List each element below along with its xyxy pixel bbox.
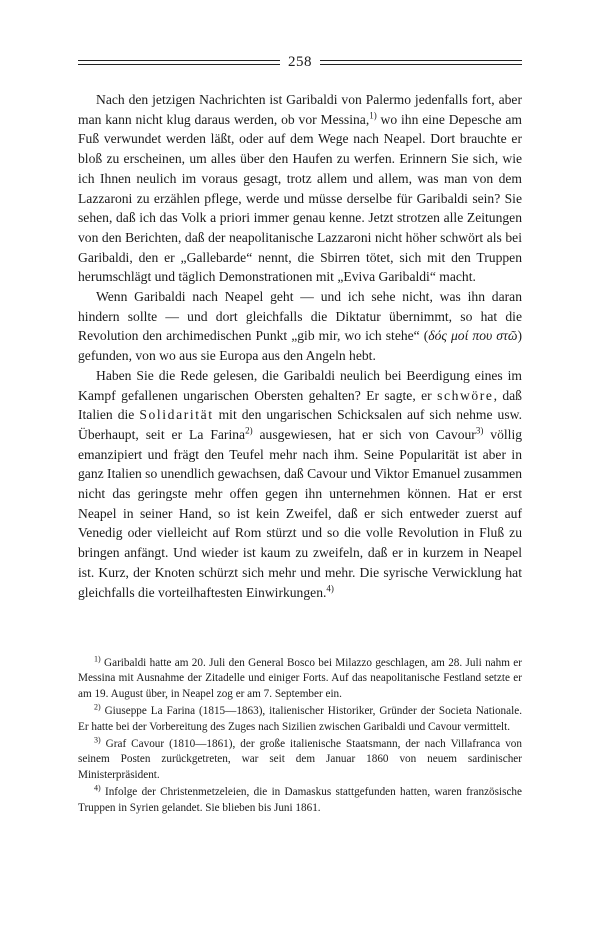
header-rule-right: [320, 60, 522, 65]
footnote-reference-4: 4): [326, 583, 334, 594]
footnote-mark: 1): [94, 654, 101, 664]
footnote-text: Infolge der Christenmetzeleien, die in Damaskus stattgefunden hatten, waren französische Truppen in Syrien gelandet. Sie blieben bis Juni 1861.: [78, 786, 522, 814]
footnote-1: [78, 656, 522, 702]
paragraph-text: Haben Sie die Rede gelesen, die Garibaldi neulich bei Beerdigung eines im Kampf gefallenen ungarischen Obersten gehalten? Er sagte, er: [78, 367, 522, 403]
paragraph-text: ) gefunden, von wo aus sie Europa aus den Angeln hebt.: [78, 328, 522, 364]
footnote-2: [78, 704, 522, 735]
footnote-text: Garibaldi hatte am 20. Juli den General Bosco bei Milazzo geschlagen, am 28. Juli nahm er Messina mit Ausnahme der Zitadelle und einiger Forts. Auf das neapolitanische Festland setzte er am 19. August über, in Neapel zog er am 7. September ein.: [78, 657, 522, 700]
page-header: [78, 52, 522, 72]
paragraph-text: mit den ungarischen Schicksalen auf sich nehme usw. Überhaupt, seit er La Farina: [78, 407, 522, 442]
emphasis-spaced: Solidarität: [139, 407, 214, 423]
paragraph-text: , daß Italien die: [78, 387, 522, 423]
paragraph-text: ausgewiesen, hat er sich von Cavour: [252, 426, 476, 442]
footnote-mark: 3): [94, 735, 101, 745]
paragraph-2: [78, 287, 522, 366]
footnote-4: [78, 785, 522, 816]
footnote-text: Giuseppe La Farina (1815—1863), italienischer Historiker, Gründer der Societa Nationale. Er hatte bei der Vorbereitung des Zuges nach Sizilien zwischen Garibaldi und Cavour vermittelt.: [78, 705, 522, 733]
footnote-mark: 4): [94, 783, 101, 793]
footnote-mark: 2): [94, 702, 101, 712]
page-number: 258: [288, 53, 312, 70]
paragraph-1: [78, 90, 522, 287]
greek-quotation: δός μοί που στῶ: [428, 328, 518, 344]
paragraph-text: Wenn Garibaldi nach Neapel geht — und ich sehe nicht, was ihn daran hindern sollte — und dort gleichfalls die Diktatur übernimmt, so hat die Revolution den archimedischen Punkt „gib mir, wo ich stehe“ (: [78, 289, 522, 344]
paragraph-text: wo ihn eine Depesche am Fuß verwundet werden läßt, oder auf dem Wege nach Neapel. Dort brauchte er bloß zu erscheinen, um alles über den Haufen zu werfen. Erinnern Sie sich, wie ich Ihnen neulich im voraus gesagt, trotz allem und allem, was man von dem Lazzaroni zu erzählen pflege, werde und müsse derselbe für Garibaldi sein? Sie sehen, daß ich das Volk a priori immer genau kenne. Jetzt strotzen alle Zeitungen von den Berichten, daß der neapolitanische Lazzaroni nicht höher schwört als bei Garibaldi, den er „Gallebarde“ nennt, die Sbirren tötet, sich mit den Truppen herumschlägt und täglich Demonstrationen mit „Eviva Garibaldi“ macht.: [78, 111, 522, 285]
main-text: [78, 90, 522, 602]
footnote-reference-3: 3): [475, 425, 484, 436]
paragraph-3: [78, 366, 522, 602]
header-rule-left: [78, 60, 280, 65]
emphasis-spaced: schwöre: [437, 387, 494, 403]
footnote-3: [78, 737, 522, 783]
footnote-text: Graf Cavour (1810—1861), der große italienische Staatsmann, der nach Villafranca von seinem Posten zurückgetreten, war seit dem Januar 1860 von neuem sardinischer Ministerpräsident.: [78, 738, 522, 781]
footnote-reference-1: 1): [369, 110, 377, 121]
footnotes: [78, 656, 522, 818]
footnote-reference-2: 2): [245, 425, 253, 436]
paragraph-text: Nach den jetzigen Nachrichten ist Garibaldi von Palermo jedenfalls fort, aber man kann nicht klug daraus werden, ob vor Messina,: [78, 92, 522, 127]
paragraph-text: völlig emanzipiert und frägt den Teufel mehr nach ihm. Seine Popularität ist aber in ganz Italien so unendlich gewachsen, daß Cavour und Viktor Emanuel zusammen nicht das geringste mehr offen gegen ihn unternehmen können. Hat er erst Neapel in seiner Hand, so ist kein Zweifel, daß er sich entweder zuerst auf Venedig oder vielleicht auf Rom stürzt und so die volle Revolution in Fluß zu bringen anfängt. Und wieder ist kaum zu zweifeln, daß er in kurzem in Neapel ist. Kurz, der Knoten schürzt sich mehr und mehr. Die syrische Verwicklung hat gleichfalls die vorteilhaftesten Einwirkungen.: [78, 426, 523, 600]
